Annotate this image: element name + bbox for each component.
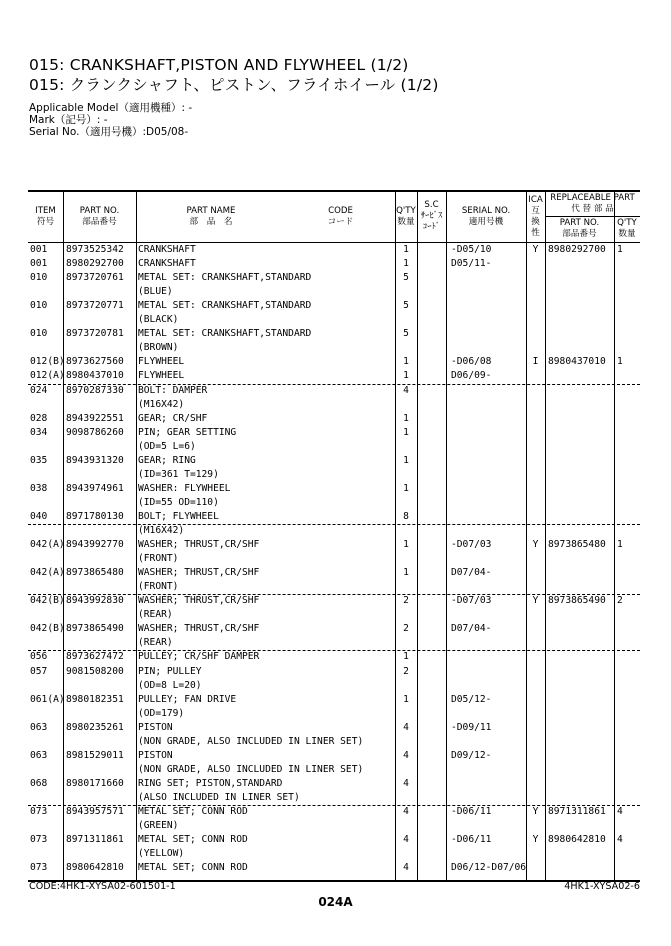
- part-name-cell: (BROWN): [138, 342, 179, 354]
- table-row: [28, 327, 640, 341]
- part-name-cell: WASHER: FLYWHEEL: [138, 482, 231, 494]
- header-part-name: PART NAME 部 品 名: [186, 206, 236, 227]
- part-no-cell: 8971311861: [66, 834, 124, 846]
- ica-cell: Y: [532, 539, 539, 551]
- part-name-cell: WASHER; THRUST,CR/SHF: [138, 567, 260, 579]
- group-separator: [28, 524, 640, 525]
- item-cell: 035: [30, 454, 48, 466]
- item-cell: 040: [30, 510, 48, 522]
- qty-cell: 1: [403, 539, 409, 551]
- serial-cell: D05/12-: [451, 693, 492, 705]
- header-qty: Q'TY 数量: [396, 206, 416, 227]
- part-no-cell: 8973865480: [66, 567, 124, 579]
- item-cell: 073: [30, 806, 48, 817]
- header-replaceable: REPLACEABLE PART 代 替 部 品: [550, 193, 635, 214]
- qty-cell: 1: [403, 651, 409, 663]
- part-no-cell: 8973720781: [66, 328, 124, 340]
- rp-part-no-cell: 8971311861: [548, 806, 606, 817]
- table-row: [28, 608, 640, 622]
- part-name-cell: (NON GRADE, ALSO INCLUDED IN LINER SET): [138, 763, 364, 775]
- qty-cell: 4: [403, 806, 409, 817]
- table-row: [28, 341, 640, 355]
- group-separator: [28, 805, 640, 806]
- qty-cell: 2: [403, 595, 409, 607]
- ica-cell: I: [532, 356, 539, 368]
- table-row: [28, 693, 640, 707]
- table-row: [28, 580, 640, 594]
- part-name-cell: GEAR; RING: [138, 454, 196, 466]
- serial-cell: D07/04-: [451, 567, 492, 579]
- table-row: [28, 271, 640, 285]
- table-row: [28, 833, 640, 847]
- item-cell: 012(A): [30, 370, 65, 382]
- table-row: [28, 313, 640, 327]
- qty-cell: 8: [403, 510, 409, 522]
- rp-qty-cell: 4: [617, 806, 623, 817]
- serial-cell: D07/04-: [451, 623, 492, 635]
- qty-cell: 5: [403, 272, 409, 284]
- qty-cell: 4: [403, 834, 409, 846]
- part-name-cell: BOLT: DAMPER: [138, 384, 208, 396]
- rp-qty-cell: 1: [617, 356, 623, 368]
- qty-cell: 4: [403, 384, 409, 396]
- table-row: [28, 398, 640, 412]
- table-row: [28, 257, 640, 271]
- ica-cell: Y: [532, 806, 539, 817]
- item-cell: 012(B): [30, 356, 65, 368]
- part-name-cell: (NON GRADE, ALSO INCLUDED IN LINER SET): [138, 735, 364, 747]
- serial-cell: -D07/03: [451, 595, 492, 607]
- part-name-cell: (YELLOW): [138, 848, 185, 860]
- qty-cell: 5: [403, 300, 409, 312]
- serial-cell: -D09/11: [451, 721, 492, 733]
- serial-cell: D06/12-D07/06: [451, 862, 527, 874]
- part-no-cell: 8973627472: [66, 651, 124, 663]
- part-no-cell: 8973865490: [66, 623, 124, 635]
- item-cell: 010: [30, 300, 48, 312]
- part-no-cell: 8973525342: [66, 244, 124, 255]
- table-row: [28, 763, 640, 777]
- qty-cell: 1: [403, 244, 409, 255]
- rp-part-no-cell: 8973865480: [548, 539, 606, 551]
- item-cell: 028: [30, 412, 48, 424]
- part-name-cell: GEAR; CR/SHF: [138, 412, 208, 424]
- part-no-cell: 8943957571: [66, 806, 124, 817]
- rp-qty-cell: 1: [617, 244, 623, 255]
- header-ica: ICA 互 換 性: [528, 195, 543, 238]
- table-row: [28, 861, 640, 875]
- part-no-cell: 8943992830: [66, 595, 124, 607]
- item-cell: 042(B): [30, 623, 65, 635]
- table-row: [28, 454, 640, 468]
- part-name-cell: (BLUE): [138, 286, 173, 298]
- serial-cell: -D05/10: [451, 244, 492, 255]
- table-row: [28, 299, 640, 313]
- header-serial: SERIAL NO. 適用号機: [461, 206, 511, 227]
- table-row: [28, 566, 640, 580]
- table-row: [28, 819, 640, 833]
- table-row: [28, 679, 640, 693]
- qty-cell: 1: [403, 426, 409, 438]
- item-cell: 042(A): [30, 539, 65, 551]
- title-jp: 015: クランクシャフト、ピストン、フライホイール (1/2): [29, 76, 439, 94]
- table-row: [28, 426, 640, 440]
- item-cell: 073: [30, 834, 48, 846]
- part-name-cell: (OD=5 L=6): [138, 440, 196, 452]
- part-no-cell: 8973627560: [66, 356, 124, 368]
- part-name-cell: WASHER; THRUST,CR/SHF: [138, 623, 260, 635]
- applicable-model: Applicable Model（適用機種）: -: [29, 102, 193, 114]
- ica-cell: Y: [532, 834, 539, 846]
- header-sc: S.C ｻｰﾋﾞｽ ｺｰﾄﾞ: [420, 200, 443, 232]
- item-cell: 042(A): [30, 567, 65, 579]
- table-row: [28, 384, 640, 398]
- part-name-cell: METAL SET: CRANKSHAFT,STANDARD: [138, 328, 312, 340]
- part-name-cell: (ID=361 T=129): [138, 468, 219, 480]
- header-rp-part-no: PART NO. 部品番号: [559, 218, 600, 239]
- rp-part-no-cell: 8980292700: [548, 244, 606, 255]
- table-row: [28, 721, 640, 735]
- table-row: [28, 468, 640, 482]
- part-no-cell: 8971780130: [66, 510, 124, 522]
- serial-cell: -D06/11: [451, 806, 492, 817]
- part-name-cell: (REAR): [138, 609, 173, 621]
- mark: Mark（記号）: -: [29, 114, 108, 126]
- serial-cell: -D06/08: [451, 356, 492, 368]
- part-name-cell: WASHER; THRUST,CR/SHF: [138, 539, 260, 551]
- item-cell: 001: [30, 258, 48, 270]
- qty-cell: 1: [403, 693, 409, 705]
- part-no-cell: 9098786260: [66, 426, 124, 438]
- table-row: [28, 538, 640, 552]
- group-separator: [28, 650, 640, 651]
- serial-cell: D06/09-: [451, 370, 492, 382]
- header-part-no: PART NO. 部品番号: [79, 206, 120, 227]
- rp-qty-cell: 2: [617, 595, 623, 607]
- part-name-cell: PIN; GEAR SETTING: [138, 426, 237, 438]
- footer-code: CODE:4HK1-XYSA02-601501-1: [29, 881, 176, 892]
- item-cell: 010: [30, 272, 48, 284]
- qty-cell: 4: [403, 749, 409, 761]
- item-cell: 073: [30, 862, 48, 874]
- qty-cell: 1: [403, 356, 409, 368]
- table-row: [28, 552, 640, 566]
- part-name-cell: METAL SET: CRANKSHAFT,STANDARD: [138, 300, 312, 312]
- table-row: [28, 510, 640, 524]
- item-cell: 063: [30, 721, 48, 733]
- part-name-cell: BOLT; FLYWHEEL: [138, 510, 219, 522]
- item-cell: 063: [30, 749, 48, 761]
- part-name-cell: PULLEY; FAN DRIVE: [138, 693, 237, 705]
- qty-cell: 2: [403, 665, 409, 677]
- part-name-cell: (ALSO INCLUDED IN LINER SET): [138, 791, 300, 803]
- part-name-cell: FLYWHEEL: [138, 370, 185, 382]
- ica-cell: Y: [532, 595, 539, 607]
- part-no-cell: 8970287330: [66, 384, 124, 396]
- table-row: [28, 777, 640, 791]
- table-row: [28, 636, 640, 650]
- serial-info: Serial No.（適用号機）:D05/08-: [29, 126, 189, 138]
- rp-part-no-cell: 8980437010: [548, 356, 606, 368]
- parts-table: [28, 190, 640, 882]
- qty-cell: 1: [403, 412, 409, 424]
- table-row: [28, 805, 640, 819]
- qty-cell: 1: [403, 567, 409, 579]
- table-row: [28, 847, 640, 861]
- footer-ref: 4HK1-XYSA02-6: [564, 881, 640, 892]
- item-cell: 068: [30, 777, 48, 789]
- table-row: [28, 594, 640, 608]
- page-number: 024A: [318, 895, 353, 909]
- part-name-cell: RING SET; PISTON,STANDARD: [138, 777, 283, 789]
- part-name-cell: PISTON: [138, 721, 173, 733]
- item-cell: 038: [30, 482, 48, 494]
- part-no-cell: 8980182351: [66, 693, 124, 705]
- part-name-cell: (M16X42): [138, 398, 185, 410]
- item-cell: 010: [30, 328, 48, 340]
- table-row: [28, 622, 640, 636]
- part-name-cell: CRANKSHAFT: [138, 244, 196, 255]
- part-name-cell: PIN; PULLEY: [138, 665, 202, 677]
- part-name-cell: (ID=55 OD=110): [138, 496, 219, 508]
- table-row: [28, 735, 640, 749]
- table-row: [28, 482, 640, 496]
- part-no-cell: 8943992770: [66, 539, 124, 551]
- qty-cell: 1: [403, 370, 409, 382]
- part-name-cell: (M16X42): [138, 525, 185, 536]
- qty-cell: 1: [403, 482, 409, 494]
- item-cell: 042(B): [30, 595, 65, 607]
- part-no-cell: 9081508200: [66, 665, 124, 677]
- part-no-cell: 8943974961: [66, 482, 124, 494]
- item-cell: 001: [30, 244, 48, 255]
- part-no-cell: 8980292700: [66, 258, 124, 270]
- part-name-cell: WASHER; THRUST,CR/SHF: [138, 595, 260, 607]
- part-no-cell: 8973720761: [66, 272, 124, 284]
- rp-qty-cell: 1: [617, 539, 623, 551]
- qty-cell: 1: [403, 454, 409, 466]
- item-cell: 024: [30, 384, 48, 396]
- qty-cell: 4: [403, 777, 409, 789]
- part-name-cell: METAL SET; CONN ROD: [138, 834, 248, 846]
- part-no-cell: 8943931320: [66, 454, 124, 466]
- table-row: [28, 665, 640, 679]
- table-row: [28, 496, 640, 510]
- part-no-cell: 8943922551: [66, 412, 124, 424]
- item-cell: 061(A): [30, 693, 65, 705]
- table-row: [28, 412, 640, 426]
- part-name-cell: (REAR): [138, 637, 173, 649]
- qty-cell: 1: [403, 258, 409, 270]
- table-row: [28, 707, 640, 721]
- serial-cell: -D06/11: [451, 834, 492, 846]
- rp-part-no-cell: 8973865490: [548, 595, 606, 607]
- ica-cell: Y: [532, 244, 539, 255]
- part-name-cell: METAL SET; CONN ROD: [138, 806, 248, 817]
- part-no-cell: 8973720771: [66, 300, 124, 312]
- part-name-cell: PISTON: [138, 749, 173, 761]
- table-row: [28, 355, 640, 369]
- qty-cell: 5: [403, 328, 409, 340]
- table-row: [28, 285, 640, 299]
- part-name-cell: CRANKSHAFT: [138, 258, 196, 270]
- table-row: [28, 650, 640, 664]
- table-row: [28, 243, 640, 257]
- table-row: [28, 440, 640, 454]
- item-cell: 034: [30, 426, 48, 438]
- part-name-cell: (FRONT): [138, 553, 179, 565]
- part-name-cell: PULLEY; CR/SHF DAMPER: [138, 651, 260, 663]
- table-row: [28, 369, 640, 383]
- serial-cell: D09/12-: [451, 749, 492, 761]
- part-name-cell: (FRONT): [138, 581, 179, 593]
- qty-cell: 2: [403, 623, 409, 635]
- part-name-cell: (BLACK): [138, 314, 179, 326]
- part-name-cell: FLYWHEEL: [138, 356, 185, 368]
- part-name-cell: (OD=8 L=20): [138, 679, 202, 691]
- part-no-cell: 8980235261: [66, 721, 124, 733]
- header-item: ITEM 符号: [35, 206, 56, 227]
- table-row: [28, 749, 640, 763]
- qty-cell: 4: [403, 862, 409, 874]
- rp-qty-cell: 4: [617, 834, 623, 846]
- part-name-cell: METAL SET; CONN ROD: [138, 862, 248, 874]
- serial-cell: -D07/03: [451, 539, 492, 551]
- part-no-cell: 8981529011: [66, 749, 124, 761]
- serial-cell: D05/11-: [451, 258, 492, 270]
- part-name-cell: (GREEN): [138, 820, 179, 832]
- group-separator: [28, 384, 640, 385]
- rp-part-no-cell: 8980642810: [548, 834, 606, 846]
- table-row: [28, 791, 640, 805]
- qty-cell: 4: [403, 721, 409, 733]
- table-row: [28, 524, 640, 538]
- item-cell: 056: [30, 651, 48, 663]
- part-no-cell: 8980437010: [66, 370, 124, 382]
- part-no-cell: 8980171660: [66, 777, 124, 789]
- item-cell: 057: [30, 665, 48, 677]
- group-separator: [28, 594, 640, 595]
- part-name-cell: METAL SET: CRANKSHAFT,STANDARD: [138, 272, 312, 284]
- title-en: 015: CRANKSHAFT,PISTON AND FLYWHEEL (1/2): [29, 56, 409, 74]
- part-name-cell: (OD=179): [138, 707, 185, 719]
- header-rp-qty: Q'TY 数量: [617, 218, 637, 239]
- header-code: CODE コード: [327, 206, 354, 227]
- part-no-cell: 8980642810: [66, 862, 124, 874]
